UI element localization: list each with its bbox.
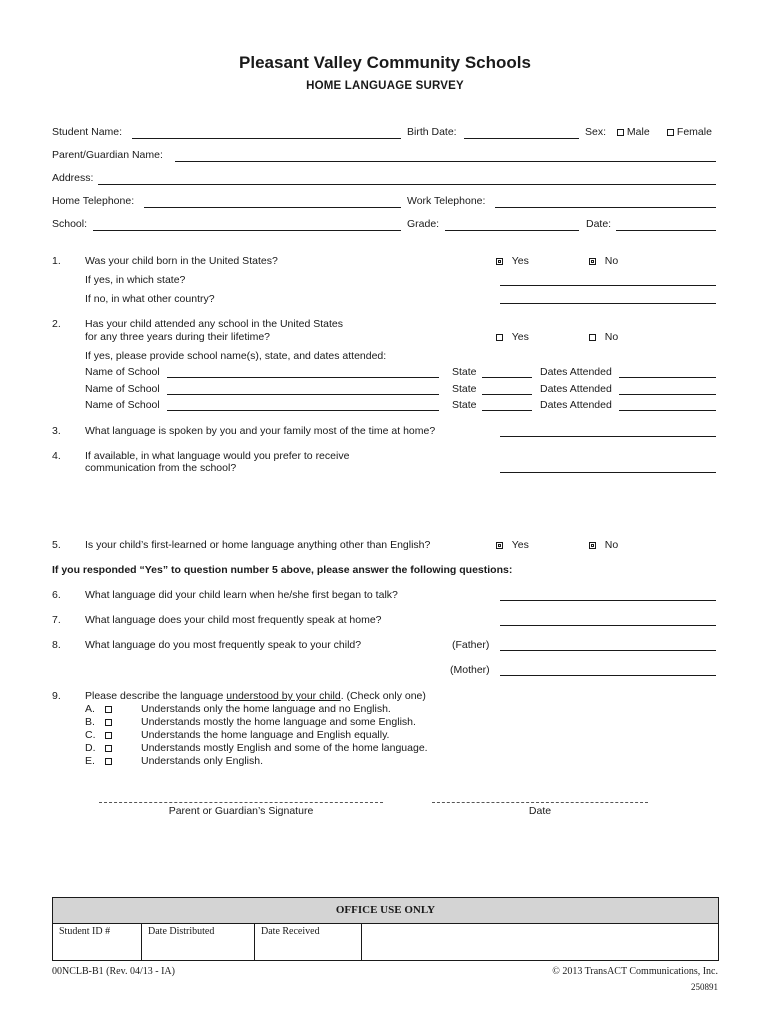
q2-school1-label: Name of School	[85, 366, 160, 378]
birth-date-field[interactable]	[464, 138, 579, 139]
q8-number: 8.	[52, 639, 61, 651]
q2-yes-checkbox[interactable]	[496, 334, 503, 341]
q2-line2: for any three years during their lifetime?	[85, 331, 271, 343]
office-date-received-cell[interactable]	[255, 923, 362, 961]
q8-text: What language do you most frequently speak to your child?	[85, 639, 362, 651]
q7-answer-field[interactable]	[500, 625, 716, 626]
q2-sub-label: If yes, please provide school name(s), state, and dates attended:	[85, 350, 387, 362]
q9-option-text: Understands only the home language and no English.	[141, 703, 391, 715]
q5-text: Is your child’s first-learned or home language anything other than English?	[85, 539, 431, 551]
q4-line2: communication from the school?	[85, 462, 237, 474]
q9-option-text: Understands the home language and English equally.	[141, 729, 390, 741]
q9-option-letter: A.	[85, 703, 95, 715]
male-checkbox[interactable]	[617, 129, 624, 136]
q2-school3-field[interactable]	[167, 410, 439, 411]
sex-label: Sex:	[585, 126, 607, 138]
q2-dates2-field[interactable]	[619, 394, 716, 395]
q2-yes-option[interactable]	[496, 331, 529, 343]
work-telephone-field[interactable]	[495, 207, 716, 208]
q5-number: 5.	[52, 539, 61, 551]
q1-no-checkbox[interactable]	[589, 258, 596, 265]
address-field[interactable]	[98, 184, 716, 185]
q5-no-checkbox[interactable]	[589, 542, 596, 549]
q9-option-c[interactable]	[85, 729, 112, 741]
q2-no-label: No	[604, 331, 619, 343]
conditional-instruction: If you responded “Yes” to question number 5 above, please answer the following questions:	[52, 564, 513, 576]
male-label: Male	[626, 126, 650, 138]
q2-dates3-label: Dates Attended	[540, 399, 612, 411]
form-code: 00NCLB-B1 (Rev. 04/13 - IA)	[52, 966, 175, 977]
grade-label: Grade:	[407, 218, 440, 230]
q2-state2-field[interactable]	[482, 394, 532, 395]
parent-name-label: Parent/Guardian Name:	[52, 149, 163, 161]
female-option[interactable]	[667, 126, 712, 138]
copyright: © 2013 TransACT Communications, Inc.	[552, 966, 718, 977]
female-label: Female	[676, 126, 712, 138]
q1-no-option[interactable]	[589, 255, 618, 267]
q9-option-letter: B.	[85, 716, 95, 728]
q2-no-checkbox[interactable]	[589, 334, 596, 341]
date-field[interactable]	[616, 230, 716, 231]
q8-mother-label: (Mother)	[450, 664, 490, 676]
school-field[interactable]	[93, 230, 401, 231]
q1-yes-label: Yes	[511, 255, 529, 267]
q5-no-option[interactable]	[589, 539, 618, 551]
q2-school2-field[interactable]	[167, 394, 439, 395]
student-name-field[interactable]	[132, 138, 401, 139]
q9-option-a[interactable]	[85, 703, 112, 715]
q9-number: 9.	[52, 690, 61, 702]
q9-option-checkbox[interactable]	[105, 706, 112, 713]
page-title: Pleasant Valley Community Schools	[239, 53, 531, 72]
q9-option-text: Understands only English.	[141, 755, 263, 767]
q1-text: Was your child born in the United States?	[85, 255, 278, 267]
female-checkbox[interactable]	[667, 129, 674, 136]
office-use-title: OFFICE USE ONLY	[53, 898, 718, 924]
q3-number: 3.	[52, 425, 61, 437]
page-subtitle: HOME LANGUAGE SURVEY	[306, 80, 464, 92]
office-use-table	[52, 897, 719, 961]
q1-yes-option[interactable]	[496, 255, 529, 267]
q8-father-field[interactable]	[500, 650, 716, 651]
q2-dates3-field[interactable]	[619, 410, 716, 411]
q6-number: 6.	[52, 589, 61, 601]
q1-country-field[interactable]	[500, 303, 716, 304]
q5-no-label: No	[604, 539, 619, 551]
q1-no-label: No	[604, 255, 619, 267]
male-option[interactable]	[617, 126, 650, 138]
q9-option-letter: C.	[85, 729, 96, 741]
q1-yes-checkbox[interactable]	[496, 258, 503, 265]
office-date-received-label: Date Received	[261, 926, 320, 937]
grade-field[interactable]	[445, 230, 579, 231]
q9-text	[85, 690, 426, 702]
q5-yes-label: Yes	[511, 539, 529, 551]
q1-state-field[interactable]	[500, 285, 716, 286]
q9-option-e[interactable]	[85, 755, 112, 767]
q9-option-letter: D.	[85, 742, 96, 754]
student-name-label: Student Name:	[52, 126, 123, 138]
home-telephone-label: Home Telephone:	[52, 195, 135, 207]
q2-dates1-label: Dates Attended	[540, 366, 612, 378]
q9-option-letter: E.	[85, 755, 95, 767]
q2-school3-label: Name of School	[85, 399, 160, 411]
signature-date-label: Date	[528, 805, 552, 817]
q9-option-checkbox[interactable]	[105, 758, 112, 765]
q2-yes-label: Yes	[511, 331, 529, 343]
date-label: Date:	[586, 218, 612, 230]
q3-answer-field[interactable]	[500, 436, 716, 437]
q2-state2-label: State	[452, 383, 477, 395]
office-student-id-cell[interactable]	[53, 923, 142, 961]
q2-state1-field[interactable]	[482, 377, 532, 378]
q7-number: 7.	[52, 614, 61, 626]
form-number: 250891	[691, 982, 718, 992]
q9-option-checkbox[interactable]	[105, 745, 112, 752]
q9-option-checkbox[interactable]	[105, 719, 112, 726]
q2-state3-field[interactable]	[482, 410, 532, 411]
q8-mother-field[interactable]	[500, 675, 716, 676]
signature-label: Parent or Guardian’s Signature	[168, 805, 314, 817]
q9-text-suffix: . (Check only one)	[340, 690, 426, 702]
office-date-distributed-cell[interactable]	[142, 923, 255, 961]
school-label: School:	[52, 218, 88, 230]
q2-number: 2.	[52, 318, 61, 330]
office-date-distributed-label: Date Distributed	[148, 926, 215, 937]
q9-option-b[interactable]	[85, 716, 112, 728]
q7-text: What language does your child most frequently speak at home?	[85, 614, 382, 626]
home-telephone-field[interactable]	[144, 207, 401, 208]
q2-school1-field[interactable]	[167, 377, 439, 378]
office-blank-cell[interactable]	[362, 923, 718, 961]
q9-option-text: Understands mostly the home language and some English.	[141, 716, 416, 728]
q9-option-checkbox[interactable]	[105, 732, 112, 739]
signature-field[interactable]	[99, 802, 383, 803]
birth-date-label: Birth Date:	[407, 126, 457, 138]
q2-no-option[interactable]	[589, 331, 618, 343]
q1-number: 1.	[52, 255, 61, 267]
q2-dates2-label: Dates Attended	[540, 383, 612, 395]
q9-text-prefix: Please describe the language	[85, 690, 227, 702]
q9-option-text: Understands mostly English and some of the home language.	[141, 742, 428, 754]
q6-answer-field[interactable]	[500, 600, 716, 601]
parent-name-field[interactable]	[175, 161, 716, 162]
q9-option-d[interactable]	[85, 742, 112, 754]
q9-text-underlined: understood by your child	[226, 690, 341, 702]
q5-yes-checkbox[interactable]	[496, 542, 503, 549]
office-student-id-label: Student ID #	[59, 926, 111, 937]
q3-text: What language is spoken by you and your family most of the time at home?	[85, 425, 436, 437]
q2-line1: Has your child attended any school in the United States	[85, 318, 343, 330]
q8-father-label: (Father)	[452, 639, 490, 651]
q1-sub1-label: If yes, in which state?	[85, 274, 186, 286]
q4-answer-field[interactable]	[500, 472, 716, 473]
q2-school2-label: Name of School	[85, 383, 160, 395]
q6-text: What language did your child learn when he/she first began to talk?	[85, 589, 398, 601]
work-telephone-label: Work Telephone:	[407, 195, 486, 207]
signature-date-field[interactable]	[432, 802, 648, 803]
q5-yes-option[interactable]	[496, 539, 529, 551]
q4-line1: If available, in what language would you prefer to receive	[85, 450, 350, 462]
q2-state3-label: State	[452, 399, 477, 411]
q4-number: 4.	[52, 450, 61, 462]
q1-sub2-label: If no, in what other country?	[85, 293, 215, 305]
address-label: Address:	[52, 172, 94, 184]
q2-dates1-field[interactable]	[619, 377, 716, 378]
q2-state1-label: State	[452, 366, 477, 378]
